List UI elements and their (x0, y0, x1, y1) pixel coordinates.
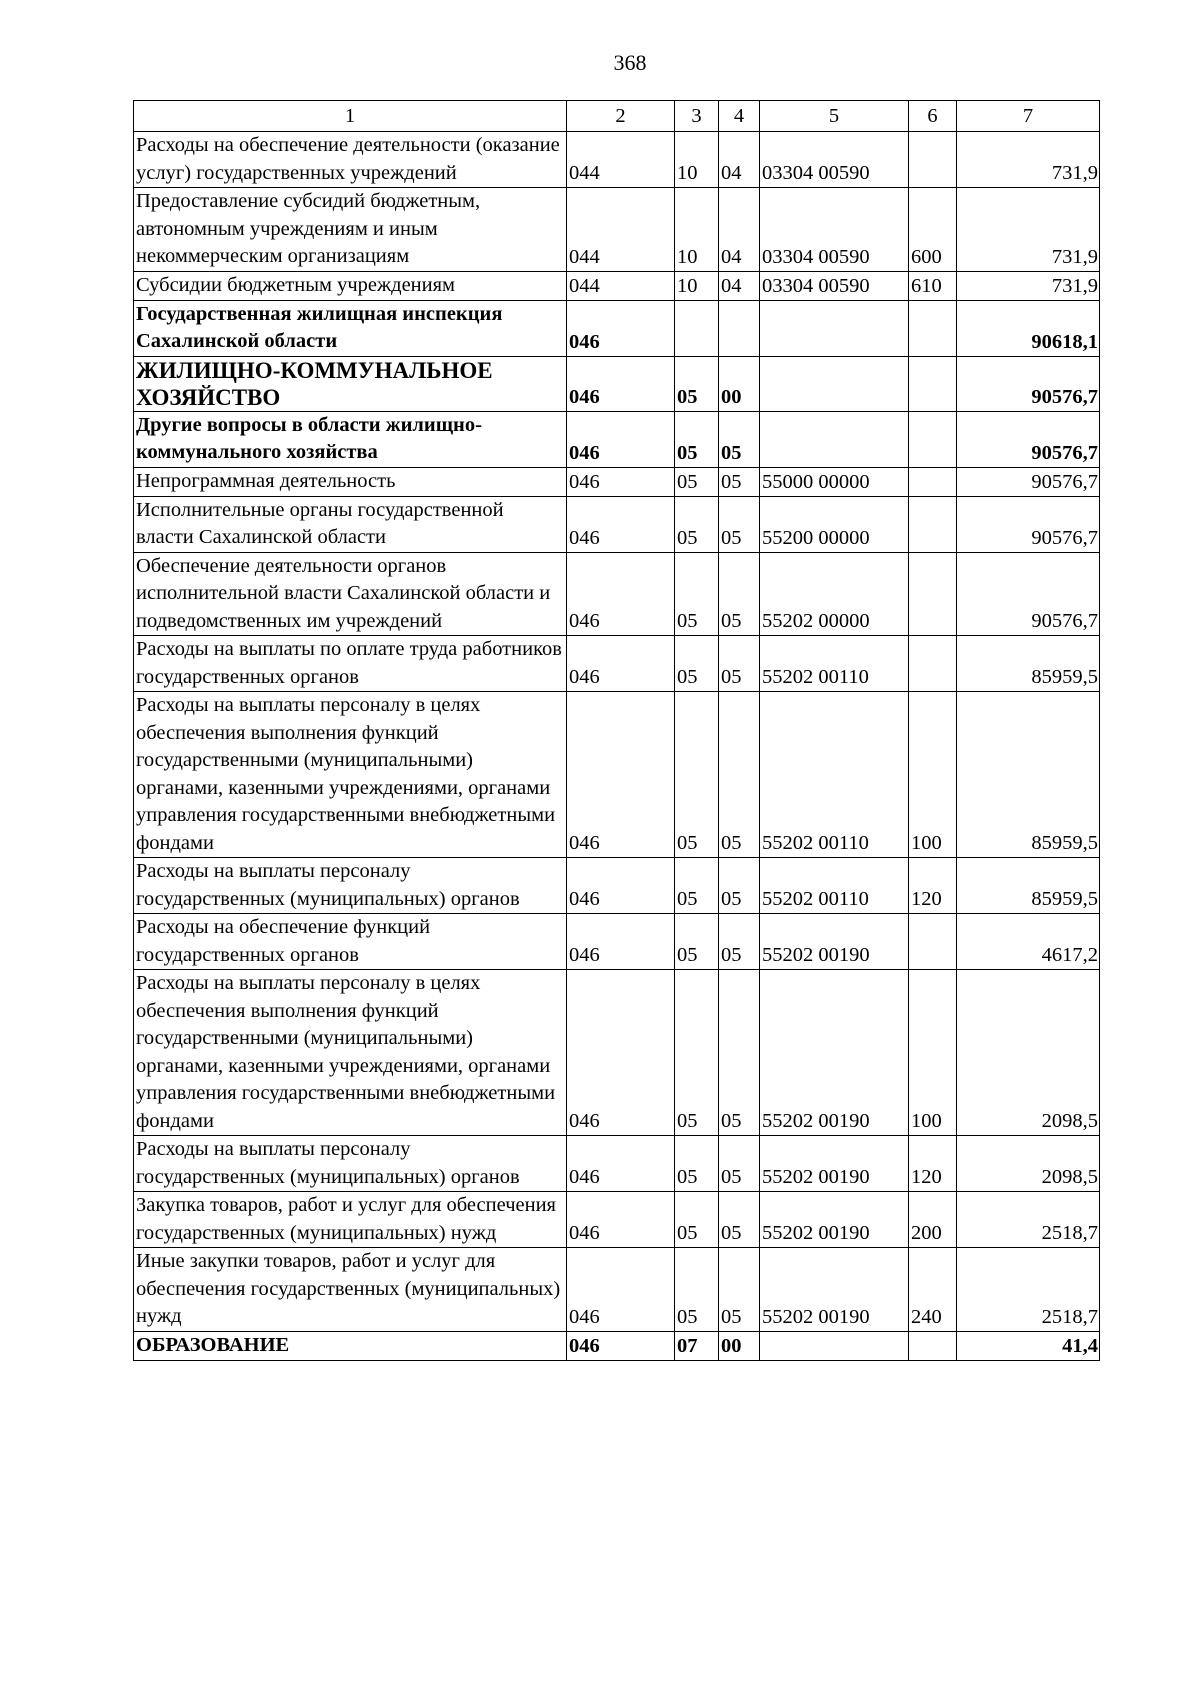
cell-section: 10 (675, 132, 719, 188)
cell-expense-type (909, 300, 957, 356)
cell-name: ЖИЛИЩНО-КОММУНАЛЬНОЕ ХОЗЯЙСТВО (134, 356, 567, 411)
header-col-2: 2 (567, 101, 675, 132)
cell-expense-type (909, 467, 957, 496)
cell-ministry-code: 046 (567, 970, 675, 1136)
table-row (134, 552, 1100, 636)
cell-expense-type: 100 (909, 970, 957, 1136)
cell-target-item (760, 356, 909, 411)
cell-section: 05 (675, 1248, 719, 1332)
header-col-4: 4 (719, 101, 760, 132)
cell-ministry-code: 044 (567, 188, 675, 272)
cell-target-item: 55202 00190 (760, 914, 909, 970)
cell-target-item: 55202 00000 (760, 552, 909, 636)
cell-expense-type: 600 (909, 188, 957, 272)
cell-expense-type (909, 496, 957, 552)
cell-name: Обеспечение деятельности органов исполнительной власти Сахалинской области и подведомственных им учреждений (134, 552, 567, 636)
table-row (134, 1136, 1100, 1192)
table-row (134, 914, 1100, 970)
cell-section: 10 (675, 188, 719, 272)
cell-ministry-code: 046 (567, 1248, 675, 1332)
table-row (134, 188, 1100, 272)
cell-amount: 41,4 (957, 1331, 1100, 1360)
cell-ministry-code: 046 (567, 914, 675, 970)
table-row (134, 692, 1100, 858)
header-col-1: 1 (134, 101, 567, 132)
cell-subsection: 05 (719, 552, 760, 636)
cell-name: Закупка товаров, работ и услуг для обеспечения государственных (муниципальных) нужд (134, 1192, 567, 1248)
table-row (134, 1331, 1100, 1360)
cell-expense-type (909, 356, 957, 411)
cell-amount: 85959,5 (957, 692, 1100, 858)
cell-amount: 90576,7 (957, 411, 1100, 467)
table-row (134, 300, 1100, 356)
cell-ministry-code: 046 (567, 496, 675, 552)
cell-expense-type: 200 (909, 1192, 957, 1248)
table-row (134, 496, 1100, 552)
cell-subsection: 00 (719, 1331, 760, 1360)
cell-section: 05 (675, 692, 719, 858)
cell-name: Другие вопросы в области жилищно-коммунального хозяйства (134, 411, 567, 467)
cell-section: 05 (675, 1136, 719, 1192)
cell-expense-type (909, 411, 957, 467)
header-col-6: 6 (909, 101, 957, 132)
cell-subsection (719, 300, 760, 356)
cell-subsection: 05 (719, 636, 760, 692)
cell-target-item: 55200 00000 (760, 496, 909, 552)
cell-expense-type (909, 132, 957, 188)
cell-section: 07 (675, 1331, 719, 1360)
cell-ministry-code: 046 (567, 411, 675, 467)
cell-expense-type (909, 636, 957, 692)
table-header (134, 101, 1100, 132)
cell-amount: 90576,7 (957, 467, 1100, 496)
cell-section: 05 (675, 467, 719, 496)
cell-target-item (760, 300, 909, 356)
cell-expense-type (909, 914, 957, 970)
table-row (134, 411, 1100, 467)
cell-target-item (760, 1331, 909, 1360)
cell-name: Иные закупки товаров, работ и услуг для обеспечения государственных (муниципальных) нужд (134, 1248, 567, 1332)
header-row (134, 101, 1100, 132)
cell-subsection: 05 (719, 1192, 760, 1248)
cell-amount: 90576,7 (957, 496, 1100, 552)
cell-name: Расходы на выплаты персоналу государственных (муниципальных) органов (134, 1136, 567, 1192)
cell-target-item (760, 411, 909, 467)
cell-ministry-code: 046 (567, 1192, 675, 1248)
cell-expense-type: 120 (909, 858, 957, 914)
cell-subsection: 05 (719, 858, 760, 914)
cell-subsection: 00 (719, 356, 760, 411)
cell-section: 05 (675, 970, 719, 1136)
cell-amount: 85959,5 (957, 636, 1100, 692)
cell-target-item: 55202 00110 (760, 692, 909, 858)
cell-subsection: 05 (719, 970, 760, 1136)
cell-expense-type: 120 (909, 1136, 957, 1192)
cell-expense-type: 240 (909, 1248, 957, 1332)
cell-name: Исполнительные органы государственной власти Сахалинской области (134, 496, 567, 552)
cell-section: 05 (675, 858, 719, 914)
cell-target-item: 55202 00190 (760, 1136, 909, 1192)
cell-amount: 731,9 (957, 132, 1100, 188)
cell-target-item: 03304 00590 (760, 271, 909, 300)
cell-name: Предоставление субсидий бюджетным, автономным учреждениям и иным некоммерческим организациям (134, 188, 567, 272)
table-row (134, 356, 1100, 411)
cell-target-item: 55202 00190 (760, 1192, 909, 1248)
cell-ministry-code: 046 (567, 636, 675, 692)
cell-expense-type: 610 (909, 271, 957, 300)
cell-ministry-code: 046 (567, 300, 675, 356)
cell-ministry-code: 046 (567, 356, 675, 411)
table-body (134, 132, 1100, 1361)
header-col-7: 7 (957, 101, 1100, 132)
header-col-3: 3 (675, 101, 719, 132)
cell-ministry-code: 044 (567, 132, 675, 188)
cell-ministry-code: 046 (567, 467, 675, 496)
cell-amount: 2518,7 (957, 1192, 1100, 1248)
cell-section: 05 (675, 411, 719, 467)
table-row (134, 858, 1100, 914)
cell-section: 05 (675, 636, 719, 692)
cell-amount: 731,9 (957, 188, 1100, 272)
cell-section: 05 (675, 356, 719, 411)
table-row (134, 132, 1100, 188)
table-row (134, 271, 1100, 300)
cell-name: Расходы на выплаты персоналу в целях обеспечения выполнения функций государственными (муниципальными) органами, казенными учреждениями, органами управления государственными внебюджетными фондами (134, 970, 567, 1136)
cell-target-item: 55202 00110 (760, 636, 909, 692)
cell-ministry-code: 046 (567, 552, 675, 636)
table-row (134, 1192, 1100, 1248)
table-row (134, 467, 1100, 496)
cell-section: 10 (675, 271, 719, 300)
cell-section: 05 (675, 552, 719, 636)
cell-expense-type (909, 552, 957, 636)
cell-ministry-code: 046 (567, 692, 675, 858)
cell-name: Расходы на выплаты персоналу государственных (муниципальных) органов (134, 858, 567, 914)
cell-subsection: 05 (719, 1248, 760, 1332)
table-row (134, 970, 1100, 1136)
budget-table (133, 100, 1100, 1361)
cell-subsection: 04 (719, 188, 760, 272)
cell-amount: 2518,7 (957, 1248, 1100, 1332)
table-row (134, 1248, 1100, 1332)
cell-target-item: 03304 00590 (760, 188, 909, 272)
cell-subsection: 05 (719, 1136, 760, 1192)
cell-ministry-code: 046 (567, 1136, 675, 1192)
cell-amount: 731,9 (957, 271, 1100, 300)
cell-subsection: 05 (719, 467, 760, 496)
cell-subsection: 05 (719, 692, 760, 858)
cell-subsection: 04 (719, 271, 760, 300)
cell-ministry-code: 044 (567, 271, 675, 300)
cell-name: ОБРАЗОВАНИЕ (134, 1331, 567, 1360)
cell-subsection: 04 (719, 132, 760, 188)
cell-section: 05 (675, 496, 719, 552)
cell-amount: 85959,5 (957, 858, 1100, 914)
cell-subsection: 05 (719, 914, 760, 970)
cell-section (675, 300, 719, 356)
cell-amount: 90576,7 (957, 552, 1100, 636)
cell-subsection: 05 (719, 411, 760, 467)
cell-amount: 2098,5 (957, 1136, 1100, 1192)
cell-subsection: 05 (719, 496, 760, 552)
cell-target-item: 03304 00590 (760, 132, 909, 188)
header-col-5: 5 (760, 101, 909, 132)
cell-target-item: 55202 00190 (760, 1248, 909, 1332)
cell-target-item: 55000 00000 (760, 467, 909, 496)
cell-expense-type (909, 1331, 957, 1360)
cell-amount: 2098,5 (957, 970, 1100, 1136)
cell-expense-type: 100 (909, 692, 957, 858)
cell-ministry-code: 046 (567, 858, 675, 914)
cell-ministry-code: 046 (567, 1331, 675, 1360)
cell-amount: 90618,1 (957, 300, 1100, 356)
cell-section: 05 (675, 1192, 719, 1248)
cell-amount: 90576,7 (957, 356, 1100, 411)
cell-name: Непрограммная деятельность (134, 467, 567, 496)
cell-target-item: 55202 00190 (760, 970, 909, 1136)
page-number: 368 (613, 50, 647, 75)
cell-section: 05 (675, 914, 719, 970)
cell-name: Государственная жилищная инспекция Сахалинской области (134, 300, 567, 356)
cell-name: Расходы на обеспечение деятельности (оказание услуг) государственных учреждений (134, 132, 567, 188)
table-row (134, 636, 1100, 692)
cell-amount: 4617,2 (957, 914, 1100, 970)
cell-target-item: 55202 00110 (760, 858, 909, 914)
cell-name: Расходы на выплаты персоналу в целях обеспечения выполнения функций государственными (муниципальными) органами, казенными учреждениями, органами управления государственными внебюджетными фондами (134, 692, 567, 858)
cell-name: Расходы на обеспечение функций государственных органов (134, 914, 567, 970)
cell-name: Расходы на выплаты по оплате труда работников государственных органов (134, 636, 567, 692)
cell-name: Субсидии бюджетным учреждениям (134, 271, 567, 300)
